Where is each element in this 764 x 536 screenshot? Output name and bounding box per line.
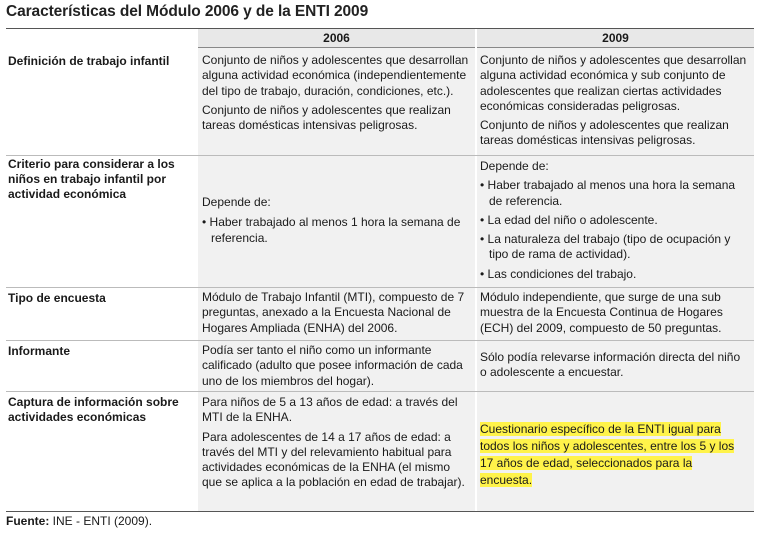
table-title: Características del Módulo 2006 y de la ENTI 2009 <box>6 3 369 20</box>
row-label-definicion: Definición de trabajo infantil <box>8 54 170 68</box>
row-label-informante: Informante <box>8 344 71 358</box>
paragraph: Para niños de 5 a 13 años de edad: a través del MTI de la ENHA. <box>202 395 458 425</box>
cell-2006-definicion <box>202 53 470 133</box>
source-note <box>6 514 152 528</box>
list-item: • La edad del niño o adolescente. <box>480 212 658 227</box>
intro-text: Depende de: <box>480 159 549 173</box>
cell-2009-captura <box>480 421 742 489</box>
cell-2006-captura <box>202 395 470 491</box>
column-header-2006: 2006 <box>323 31 350 45</box>
cell-2006-criterio <box>202 195 470 246</box>
row-divider <box>6 340 754 341</box>
source-label: Fuente: <box>6 514 50 528</box>
cell-2006-tipo-encuesta: Módulo de Trabajo Infantil (MTI), compuesto de 7 preguntas, anexado a la Encuesta Nacional de Hogares Ampliada (ENHA) del 2006. <box>202 290 465 335</box>
comparison-table <box>6 28 754 512</box>
row-divider <box>6 391 754 392</box>
intro-text: Depende de: <box>202 195 271 209</box>
column-header-2009: 2009 <box>602 31 629 45</box>
paragraph: Conjunto de niños y adolescentes que realizan tareas domésticas intensivas peligrosas. <box>480 118 729 148</box>
cell-2009-tipo-encuesta: Módulo independiente, que surge de una sub muestra de la Encuesta Continua de Hogares (ECH) del 2009, compuesto de 50 preguntas. <box>480 290 723 335</box>
paragraph: Conjunto de niños y adolescentes que desarrollan alguna actividad económica (independientemente del tipo de trabajo, duración, condiciones, etc.). <box>202 53 469 98</box>
row-label-captura: Captura de información sobre actividades económicas <box>8 395 179 424</box>
paragraph: Conjunto de niños y adolescentes que desarrollan alguna actividad económica y sub conjunto de adolescentes que realizan ciertas actividades económicas consideradas peligrosas. <box>480 53 747 113</box>
cell-2009-informante: Sólo podía relevarse información directa del niño o adolescente a encuestar. <box>480 350 741 380</box>
list-item: • La naturaleza del trabajo (tipo de ocupación y tipo de rama de actividad). <box>480 232 731 262</box>
list-item: • Las condiciones del trabajo. <box>480 266 637 281</box>
list-item: • Haber trabajado al menos una hora la semana de referencia. <box>480 178 736 208</box>
column-separator <box>475 29 477 511</box>
source-text: INE - ENTI (2009). <box>49 514 153 528</box>
row-label-criterio: Criterio para considerar a los niños en trabajo infantil por actividad económica <box>8 157 175 201</box>
row-divider <box>6 155 754 156</box>
row-divider <box>6 287 754 288</box>
cell-2009-definicion <box>480 53 750 149</box>
cell-2009-criterio <box>480 159 750 282</box>
highlighted-text: Cuestionario específico de la ENTI igual para todos los niños y adolescentes, entre los 5 y los 17 años de edad, seleccionados para la encuesta. <box>480 422 735 487</box>
cell-2006-informante: Podía ser tanto el niño como un informante calificado (adulto que posee información de cada uno de los miembros del hogar). <box>202 343 463 388</box>
paragraph: Para adolescentes de 14 a 17 años de edad: a través del MTI y del relevamiento habitual para actividades económicas de la ENHA (el mismo que se aplica a la población en edad de trabajar). <box>202 429 465 490</box>
paragraph: Conjunto de niños y adolescentes que realizan tareas domésticas intensivas peligrosas. <box>202 102 451 133</box>
row-label-tipo-encuesta: Tipo de encuesta <box>8 291 106 305</box>
list-item: • Haber trabajado al menos 1 hora la semana de referencia. <box>202 215 461 245</box>
